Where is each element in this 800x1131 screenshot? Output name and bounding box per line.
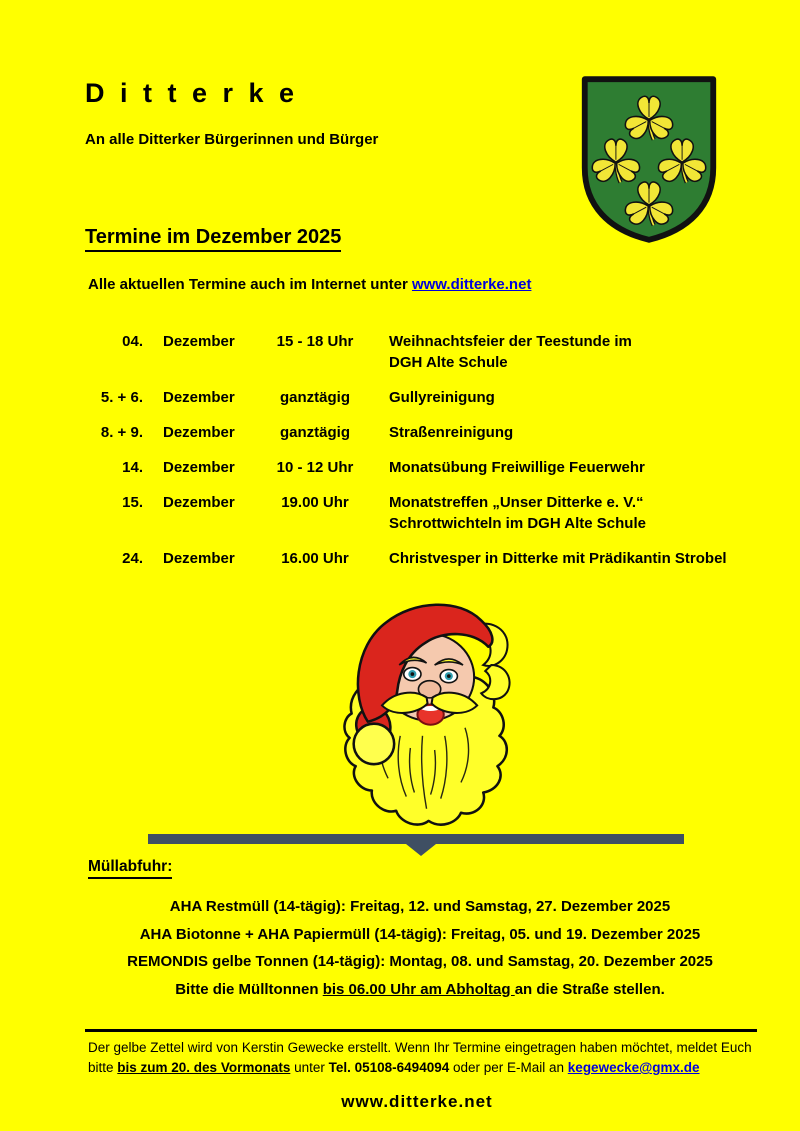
footer-divider-line bbox=[85, 1029, 757, 1032]
event-time: 19.00 Uhr bbox=[281, 494, 349, 511]
event-desc: Weihnachtsfeier der Teestunde im DGH Alte Schule bbox=[389, 333, 632, 371]
event-month: Dezember bbox=[163, 459, 235, 476]
event-month: Dezember bbox=[163, 494, 235, 511]
event-desc: Christvesper in Ditterke mit Prädikantin Strobel bbox=[389, 550, 727, 567]
table-row bbox=[75, 387, 770, 408]
table-row bbox=[75, 492, 770, 534]
muell-line-notice: Bitte die Mülltonnen bis 06.00 Uhr am Abholtag an die Straße stellen. bbox=[175, 980, 665, 998]
arrow-down-icon bbox=[406, 844, 436, 856]
event-date: 24. bbox=[122, 550, 143, 567]
muellabfuhr-lines bbox=[40, 893, 800, 1003]
event-time: 15 - 18 Uhr bbox=[276, 333, 354, 350]
section-divider-bar bbox=[148, 834, 684, 844]
event-date: 5. + 6. bbox=[100, 389, 143, 406]
table-row bbox=[75, 457, 770, 478]
footer-note: Der gelbe Zettel wird von Kerstin Gewecke erstellt. Wenn Ihr Termine eingetragen haben möchtet, meldet Euch bitte bis zum 20. des Vormonats unter Tel. 05108-6494094 oder per E-Mail an kegewecke@gmx.de bbox=[88, 1040, 752, 1075]
muellabfuhr-heading: Müllabfuhr: bbox=[88, 858, 172, 879]
event-desc: Monatstreffen „Unser Ditterke e. V.“ Schrottwichteln im DGH Alte Schule bbox=[389, 494, 646, 532]
event-date: 15. bbox=[122, 494, 143, 511]
event-desc: Monatsübung Freiwillige Feuerwehr bbox=[389, 459, 645, 476]
table-row bbox=[75, 548, 770, 569]
event-month: Dezember bbox=[163, 550, 235, 567]
internet-line-text: Alle aktuellen Termine auch im Internet unter bbox=[88, 276, 412, 293]
table-row bbox=[75, 422, 770, 443]
event-date: 14. bbox=[122, 459, 143, 476]
page-title: D i t t e r k e bbox=[85, 78, 299, 108]
event-date: 04. bbox=[122, 333, 143, 350]
phone-number: Tel. 05108-6494094 bbox=[328, 1060, 450, 1075]
events-table bbox=[75, 331, 770, 583]
event-desc: Straßenreinigung bbox=[389, 424, 514, 441]
muell-line-biotonne: AHA Biotonne + AHA Papiermüll (14-tägig): Freitag, 05. und 19. Dezember 2025 bbox=[139, 925, 701, 943]
page-subtitle: An alle Ditterker Bürgerinnen und Bürger bbox=[85, 131, 379, 148]
event-time: 10 - 12 Uhr bbox=[276, 459, 354, 476]
termine-heading: Termine im Dezember 2025 bbox=[85, 226, 341, 252]
event-month: Dezember bbox=[163, 333, 235, 350]
table-row bbox=[75, 331, 770, 373]
muell-line-restmuell: AHA Restmüll (14-tägig): Freitag, 12. und Samstag, 27. Dezember 2025 bbox=[169, 898, 671, 915]
event-time: ganztägig bbox=[280, 389, 350, 406]
event-desc: Gullyreinigung bbox=[389, 389, 495, 406]
event-time: ganztägig bbox=[280, 424, 350, 441]
internet-line bbox=[88, 276, 531, 293]
ditterke-net-link[interactable]: www.ditterke.net bbox=[411, 276, 532, 293]
coat-of-arms-icon bbox=[576, 72, 722, 248]
muell-line-remondis: REMONDIS gelbe Tonnen (14-tägig): Montag, 08. und Samstag, 20. Dezember 2025 bbox=[127, 953, 713, 970]
event-date: 8. + 9. bbox=[100, 424, 143, 441]
event-month: Dezember bbox=[163, 424, 235, 441]
email-link[interactable]: kegewecke@gmx.de bbox=[567, 1060, 700, 1075]
bottom-website-url: www.ditterke.net bbox=[341, 1092, 493, 1111]
santa-claus-image bbox=[320, 584, 525, 832]
event-time: 16.00 Uhr bbox=[281, 550, 349, 567]
event-month: Dezember bbox=[163, 389, 235, 406]
deadline-text: bis zum 20. des Vormonats bbox=[117, 1060, 291, 1075]
